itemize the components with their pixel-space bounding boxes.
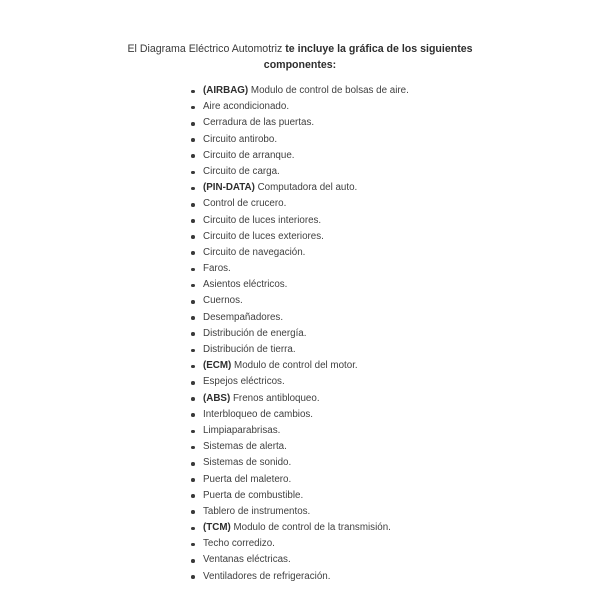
list-item — [188, 310, 409, 326]
intro-bold-text-line2: componentes: — [263, 59, 337, 71]
intro-plain-text: El Diagrama Eléctrico Automotriz — [127, 43, 283, 55]
intro-bold-text-line1: te incluye la gráfica de los siguientes — [285, 43, 473, 55]
bullet-icon — [191, 138, 195, 142]
list-item — [188, 326, 409, 342]
list-item — [188, 115, 409, 131]
component-label: Interbloqueo de cambios. — [203, 408, 314, 420]
list-item — [188, 472, 409, 488]
bullet-icon — [191, 430, 195, 434]
list-item — [188, 180, 409, 196]
component-code: (AIRBAG) — [203, 85, 249, 96]
component-label: Modulo de control de bolsas de aire. — [250, 85, 409, 96]
component-label: Computadora del auto. — [257, 182, 358, 194]
bullet-icon — [191, 478, 195, 482]
list-item — [188, 229, 409, 245]
bullet-icon — [191, 365, 195, 369]
bullet-icon — [191, 187, 195, 191]
bullet-icon — [191, 203, 195, 207]
component-label: Faros. — [203, 263, 231, 275]
component-label: Limpiaparabrisas. — [203, 424, 281, 436]
list-item — [188, 164, 409, 180]
list-item — [188, 213, 409, 229]
bullet-icon — [191, 251, 195, 255]
bullet-icon — [191, 494, 195, 498]
bullet-icon — [191, 543, 195, 547]
bullet-icon — [191, 219, 195, 223]
bullet-icon — [191, 527, 195, 531]
component-label: Frenos antibloqueo. — [232, 392, 320, 404]
bullet-icon — [191, 559, 195, 563]
list-item — [188, 391, 409, 407]
list-item — [188, 439, 409, 455]
component-label: Cerradura de las puertas. — [203, 117, 315, 129]
component-label: Asientos eléctricos. — [203, 279, 288, 291]
list-item — [188, 245, 409, 261]
bullet-icon — [191, 235, 195, 239]
component-code: (PIN-DATA) — [203, 182, 255, 194]
list-item — [188, 148, 409, 164]
component-label: Techo corredizo. — [203, 538, 275, 550]
list-item — [188, 293, 409, 309]
component-label: Desempañadores. — [203, 311, 284, 323]
bullet-icon — [191, 446, 195, 450]
bullet-icon — [191, 284, 195, 288]
list-item — [188, 504, 409, 520]
list-item — [188, 358, 409, 374]
list-item — [188, 83, 409, 99]
component-label: Cuernos. — [203, 295, 243, 307]
bullet-icon — [191, 300, 195, 304]
list-item — [188, 520, 409, 536]
bullet-icon — [191, 122, 195, 126]
list-item — [188, 261, 409, 277]
bullet-icon — [191, 106, 195, 110]
bullet-icon — [191, 349, 195, 353]
bullet-icon — [191, 413, 195, 417]
component-label: Circuito de navegación. — [203, 246, 306, 258]
bullet-icon — [191, 397, 195, 401]
component-label: Sistemas de alerta. — [203, 441, 287, 453]
list-item — [188, 488, 409, 504]
bullet-icon — [191, 268, 195, 272]
bullet-icon — [191, 462, 195, 466]
component-label: Circuito de carga. — [203, 165, 280, 177]
component-label: Circuito antirobo. — [203, 133, 278, 145]
component-code: (ECM) — [203, 360, 232, 372]
bullet-icon — [191, 316, 195, 320]
intro-paragraph — [0, 41, 600, 73]
component-label: Aire acondicionado. — [203, 101, 290, 113]
component-label: Modulo de control de la transmisión. — [233, 522, 391, 534]
bullet-icon — [191, 510, 195, 514]
bullet-icon — [191, 381, 195, 385]
component-label: Control de crucero. — [203, 198, 287, 210]
bullet-icon — [191, 90, 195, 94]
component-label: Puerta del maletero. — [203, 473, 292, 485]
component-label: Distribución de tierra. — [203, 344, 296, 355]
bullet-icon — [191, 171, 195, 175]
list-item — [188, 569, 409, 585]
list-item — [188, 342, 409, 358]
bullet-icon — [191, 154, 195, 158]
component-label: Tablero de instrumentos. — [203, 505, 311, 517]
list-item — [188, 132, 409, 148]
component-label: Circuito de arranque. — [203, 149, 295, 161]
component-label: Circuito de luces exteriores. — [203, 230, 324, 242]
component-code: (TCM) — [203, 522, 231, 534]
component-list — [188, 83, 409, 585]
component-label: Ventanas eléctricas. — [203, 554, 291, 566]
list-item — [188, 423, 409, 439]
list-item — [188, 552, 409, 568]
component-label: Distribución de energía. — [203, 327, 307, 339]
list-item — [188, 374, 409, 390]
list-item — [188, 407, 409, 423]
component-code: (ABS) — [203, 392, 231, 404]
list-item — [188, 536, 409, 552]
list-item — [188, 99, 409, 115]
component-label: Circuito de luces interiores. — [203, 214, 322, 226]
component-label: Modulo de control del motor. — [234, 360, 358, 372]
bullet-icon — [191, 575, 195, 579]
component-label: Ventiladores de refrigeración. — [203, 570, 331, 582]
list-item — [188, 196, 409, 212]
bullet-icon — [191, 332, 195, 336]
list-item — [188, 277, 409, 293]
component-label: Puerta de combustible. — [203, 489, 304, 501]
component-label: Sistemas de sonido. — [203, 457, 292, 469]
component-label: Espejos eléctricos. — [203, 376, 285, 388]
list-item — [188, 455, 409, 471]
